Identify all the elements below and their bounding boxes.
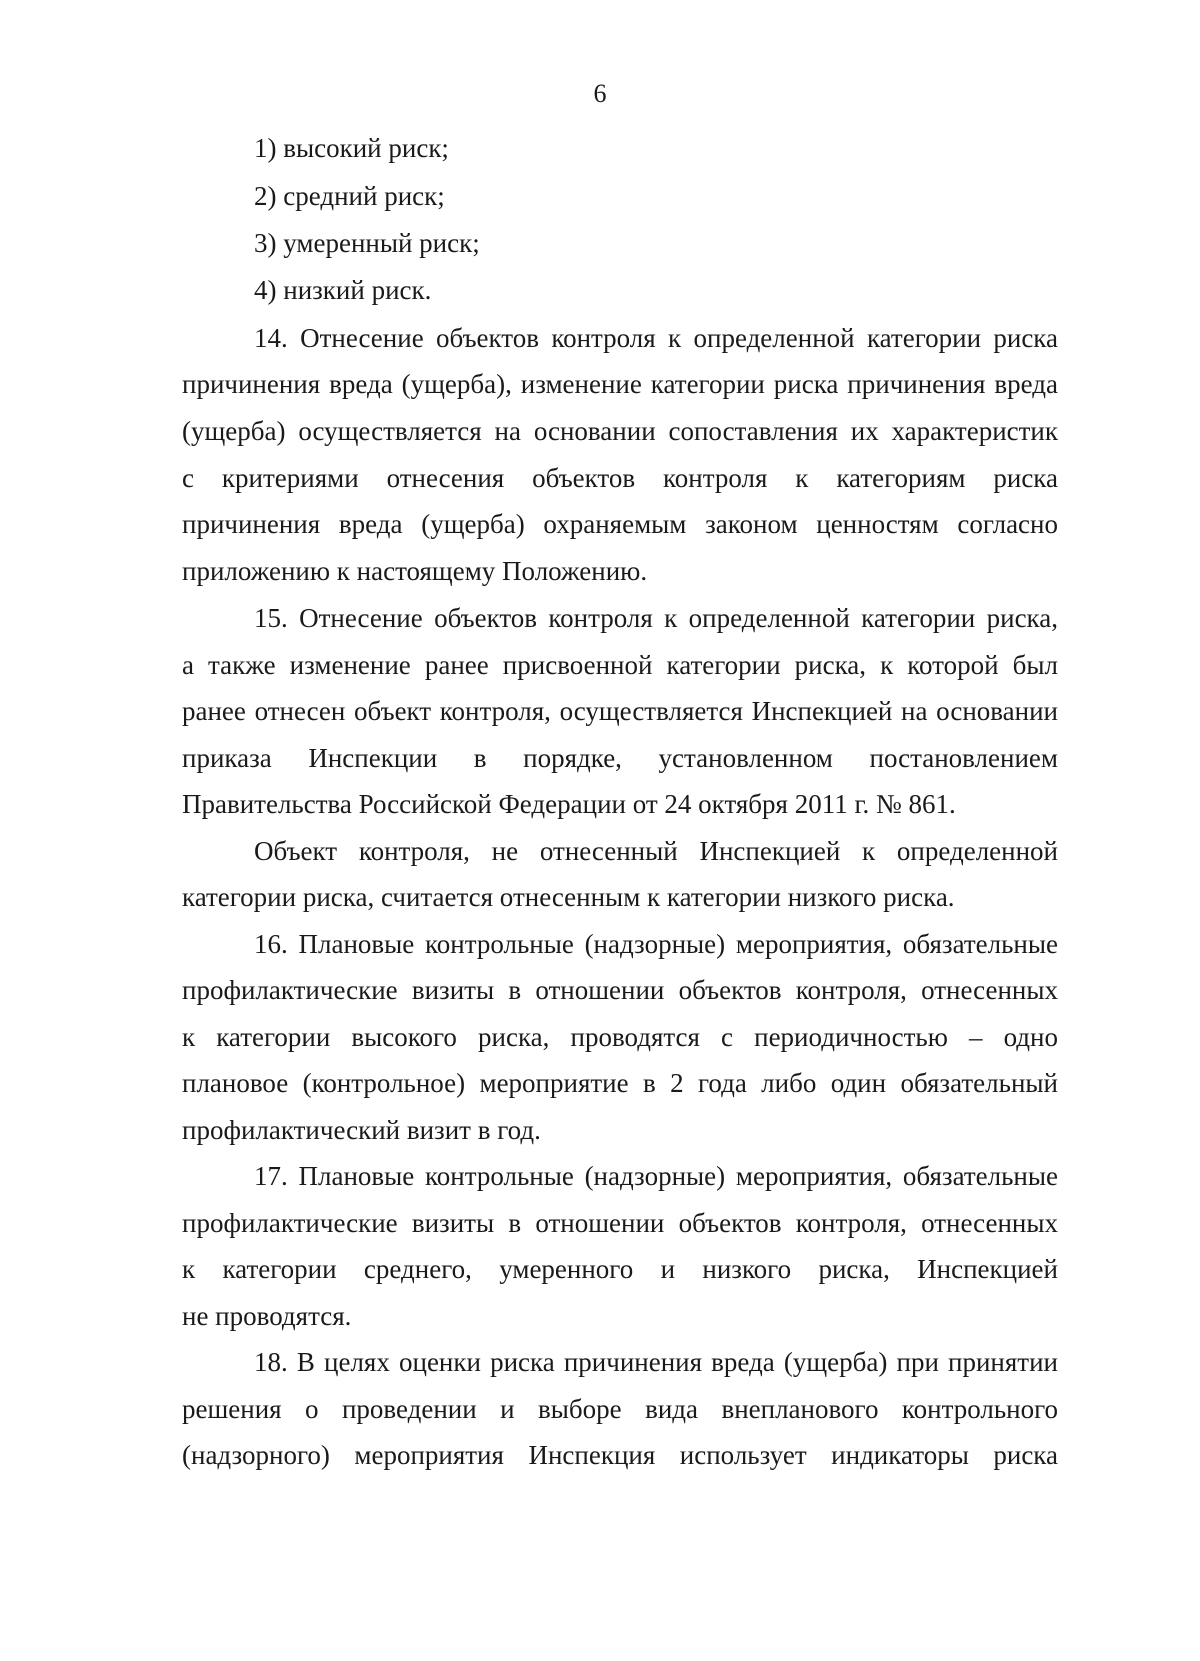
paragraph-15-line: а также изменение ранее присвоенной категории риска, к которой был	[182, 650, 1058, 680]
paragraph-16-line: 16. Плановые контрольные (надзорные) мероприятия, обязательные	[254, 929, 1058, 959]
paragraph-15-continuation-line: Объект контроля, не отнесенный Инспекцией к определенной	[254, 836, 1058, 866]
paragraph-17-line: к категории среднего, умеренного и низкого риска, Инспекцией	[182, 1254, 1058, 1284]
paragraph-16-line: профилактические визиты в отношении объектов контроля, отнесенных	[182, 975, 1058, 1005]
paragraph-15-line: 15. Отнесение объектов контроля к определенной категории риска,	[254, 603, 1058, 633]
list-item-medium-risk: 2) средний риск;	[254, 181, 445, 211]
paragraph-14-line: приложению к настоящему Положению.	[182, 556, 648, 586]
paragraph-18-line: (надзорного) мероприятия Инспекция использует индикаторы риска	[182, 1440, 1058, 1470]
paragraph-16-line: плановое (контрольное) мероприятие в 2 года либо один обязательный	[182, 1068, 1058, 1098]
paragraph-18-line: 18. В целях оценки риска причинения вреда (ущерба) при принятии	[254, 1347, 1058, 1377]
paragraph-14-line: 14. Отнесение объектов контроля к определенной категории риска	[254, 323, 1058, 353]
paragraph-17-line: не проводятся.	[182, 1301, 352, 1331]
paragraph-15-line: приказа Инспекции в порядке, установленном постановлением	[182, 743, 1058, 773]
paragraph-16-line: к категории высокого риска, проводятся с периодичностью – одно	[182, 1022, 1058, 1052]
paragraph-15-continuation-line: категории риска, считается отнесенным к категории низкого риска.	[182, 882, 955, 912]
list-item-low-risk: 4) низкий риск.	[254, 275, 432, 305]
paragraph-15-line: ранее отнесен объект контроля, осуществляется Инспекцией на основании	[182, 696, 1058, 726]
paragraph-14-line: с критериями отнесения объектов контроля к категориям риска	[182, 463, 1058, 493]
paragraph-14-line: (ущерба) осуществляется на основании сопоставления их характеристик	[182, 416, 1058, 446]
paragraph-16-line: профилактический визит в год.	[182, 1115, 541, 1145]
paragraph-17-line: 17. Плановые контрольные (надзорные) мероприятия, обязательные	[254, 1161, 1058, 1191]
list-item-high-risk: 1) высокий риск;	[254, 133, 449, 163]
paragraph-15-line: Правительства Российской Федерации от 24 октября 2011 г. № 861.	[182, 789, 956, 819]
list-item-moderate-risk: 3) умеренный риск;	[254, 228, 480, 258]
paragraph-14-line: причинения вреда (ущерба) охраняемым законом ценностям согласно	[182, 509, 1058, 539]
paragraph-14-line: причинения вреда (ущерба), изменение категории риска причинения вреда	[182, 369, 1058, 399]
page-number: 6	[593, 79, 607, 108]
paragraph-18-line: решения о проведении и выборе вида внепланового контрольного	[182, 1394, 1058, 1424]
paragraph-17-line: профилактические визиты в отношении объектов контроля, отнесенных	[182, 1208, 1058, 1238]
